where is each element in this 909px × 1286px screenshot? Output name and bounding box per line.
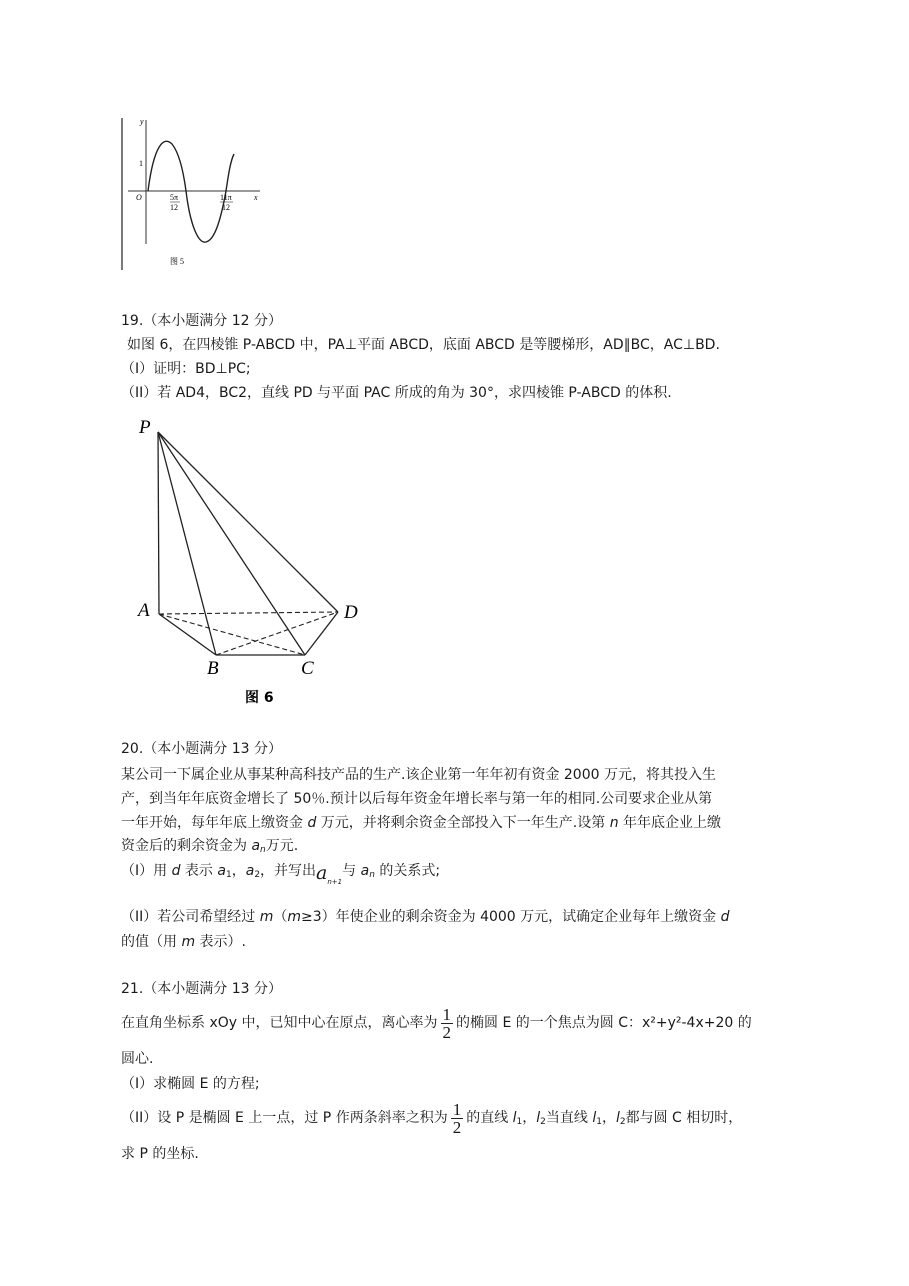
tick2-den: 12 — [222, 203, 230, 212]
tick1-num: 5π — [170, 193, 179, 202]
vertex-P: P — [139, 417, 151, 438]
q19-stem: 如图 6，在四棱锥 P-ABCD 中，PA⊥平面 ABCD，底面 ABCD 是等腰梯形，AD∥BC，AC⊥BD. — [127, 337, 720, 353]
q21-line2: 圆心. — [121, 1051, 154, 1067]
q20-part2-line2: 的值（用 m 表示）. — [121, 934, 246, 950]
vertex-A: A — [138, 600, 150, 621]
q21-part1: （I）求椭圆 E 的方程; — [121, 1076, 260, 1092]
tick2-num: 11π — [220, 193, 232, 202]
sine-curve — [148, 141, 234, 242]
edge-PA — [158, 432, 159, 614]
vertex-B: B — [207, 658, 219, 679]
edge-AD — [159, 612, 338, 614]
q20-line4: 资金后的剩余资金为 $a_n$万元. — [121, 838, 299, 855]
y-label: y — [140, 117, 144, 126]
x-label: x — [254, 193, 258, 202]
q20-header: 20.（本小题满分 13 分） — [121, 741, 282, 757]
q21-header: 21.（本小题满分 13 分） — [121, 981, 282, 997]
diag-BD — [216, 612, 338, 655]
fraction-one-half-2: $\frac{1}{2}$ — [452, 1099, 462, 1137]
origin-label: O — [136, 193, 142, 202]
figure-6-caption: 图 6 — [245, 690, 274, 706]
q21-part2-line2: 求 P 的坐标. — [121, 1146, 199, 1162]
q20-part2: （II）若公司希望经过 m（m≥3）年使企业的剩余资金为 4000 万元，试确定企业每年上缴资金 d — [121, 909, 730, 925]
q20-part1: （I）用 d 表示 $a_1$，$a_2$，并写出$a_{n+1}$与 $a_n$ 的关系式; — [121, 862, 441, 886]
q19-part1: （I）证明：BD⊥PC; — [121, 361, 251, 377]
vertex-D: D — [344, 602, 358, 623]
q21-line1: 在直角坐标系 xOy 中，已知中心在原点，离心率为 $\frac{1}{2}$ 的椭圆 E 的一个焦点为圆 C：x²+y²-4x+20 的 — [121, 1004, 752, 1042]
figure-5-caption: 图 5 — [170, 257, 184, 266]
q20-line2: 产，到当年年底资金增长了 50％.预计以后每年资金年增长率与第一年的相同.公司要求企业从第 — [121, 791, 713, 807]
q20-line1: 某公司一下属企业从事某种高科技产品的生产.该企业第一年年初有资金 2000 万元，将其投入生 — [121, 767, 716, 783]
edge-CD — [305, 612, 338, 655]
figure-6-pyramid — [130, 410, 380, 710]
q19-header: 19.（本小题满分 12 分） — [121, 313, 282, 329]
tick1-den: 12 — [170, 203, 178, 212]
fraction-one-half: $\frac{1}{2}$ — [442, 1004, 451, 1042]
edge-PC — [158, 432, 305, 655]
one-label: 1 — [139, 159, 143, 168]
vertex-C: C — [301, 658, 314, 679]
figure-5-sine-graph — [118, 114, 268, 274]
q21-part2: （II）设 P 是椭圆 E 上一点，过 P 作两条斜率之积为 $\frac{1}{2}$ 的直线 $l_1$，$l_2$当直线 $l_1$，$l_2$都与圆 C 相切时， — [121, 1099, 743, 1137]
q19-part2: （II）若 AD4，BC2，直线 PD 与平面 PAC 所成的角为 30°，求四棱锥 P-ABCD 的体积. — [121, 385, 672, 401]
q20-line3: 一年开始，每年年底上缴资金 d 万元，并将剩余资金全部投入下一年生产.设第 n 年年底企业上缴 — [121, 815, 722, 831]
edge-PD — [158, 432, 338, 612]
